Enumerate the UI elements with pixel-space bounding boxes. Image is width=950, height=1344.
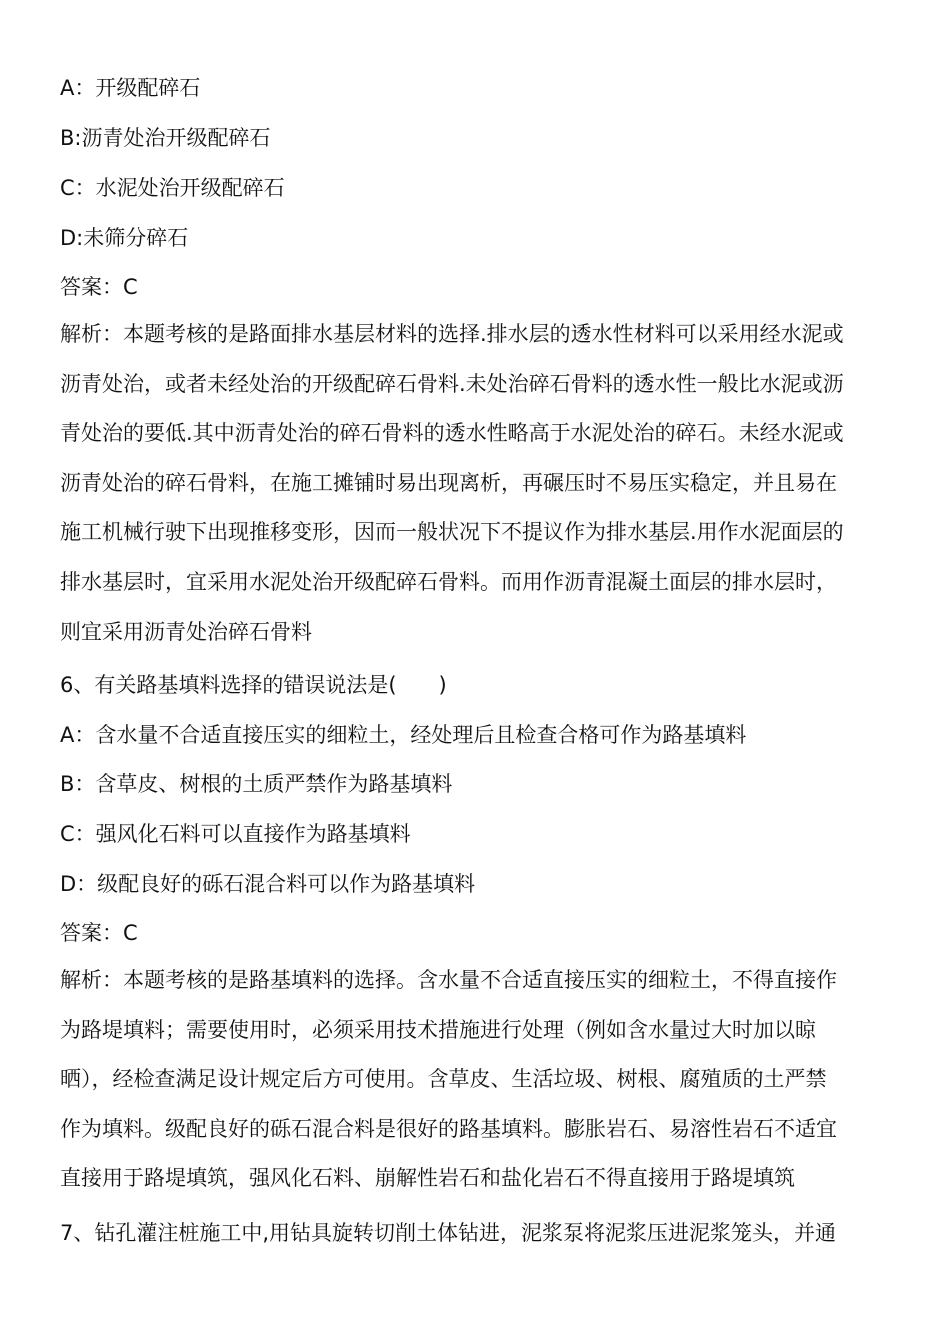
- q5-analysis-line: 青处治的要低.其中沥青处治的碎石骨料的透水性略高于水泥处治的碎石。未经水泥或: [60, 421, 844, 446]
- q5-analysis-line: 则宜采用沥青处治碎石骨料: [60, 619, 312, 644]
- q6-analysis: [60, 956, 894, 1204]
- q6-option-a: A：含水量不合适直接压实的细粒土，经处理后且检查合格可作为路基填料: [60, 723, 747, 747]
- q6-analysis-line: 直接用于路堤填筑，强风化石料、崩解性岩石和盐化岩石不得直接用于路堤填筑: [60, 1166, 795, 1191]
- q5-analysis-line: 解析：本题考核的是路面排水基层材料的选择.排水层的透水性材料可以采用经水泥或: [60, 322, 844, 346]
- q6-analysis-line: 解析：本题考核的是路基填料的选择。含水量不合适直接压实的细粒土，不得直接作: [60, 968, 837, 992]
- q5-analysis-line: 沥青处治，或者未经处治的开级配碎石骨料.未处治碎石骨料的透水性一般比水泥或沥: [60, 371, 844, 396]
- q5-option-d: D:未筛分碎石: [60, 226, 189, 250]
- q6-analysis-line: 为路堤填料；需要使用时，必须采用技术措施进行处理（例如含水量过大时加以晾: [60, 1017, 816, 1042]
- q6-analysis-line: 晒），经检查满足设计规定后方可使用。含草皮、生活垃圾、树根、腐殖质的土严禁: [60, 1067, 827, 1092]
- q6-analysis-line: 作为填料。级配良好的砾石混合料是很好的路基填料。膨胀岩石、易溶性岩石不适宜: [60, 1116, 837, 1141]
- q5-option-a: A：开级配碎石: [60, 76, 201, 100]
- q6-option-d: D：级配良好的砾石混合料可以作为路基填料: [60, 872, 476, 896]
- q6-question: 6、有关路基填料选择的错误说法是( ): [60, 673, 447, 697]
- q5-analysis: [60, 310, 894, 657]
- q6-option-c: C：强风化石料可以直接作为路基填料: [60, 822, 411, 846]
- q5-option-b: B:沥青处治开级配碎石: [60, 126, 271, 150]
- q6-answer: 答案：C: [60, 921, 138, 945]
- q5-answer: 答案：C: [60, 275, 138, 299]
- q5-analysis-line: 排水基层时，宜采用水泥处治开级配碎石骨料。而用作沥青混凝土面层的排水层时，: [60, 569, 837, 594]
- q5-option-c: C：水泥处治开级配碎石: [60, 176, 285, 200]
- q6-option-b: B：含草皮、树根的土质严禁作为路基填料: [60, 772, 453, 796]
- q5-analysis-line: 沥青处治的碎石骨料，在施工摊铺时易出现离析，再碾压时不易压实稳定，并且易在: [60, 470, 837, 495]
- q5-analysis-line: 施工机械行驶下出现推移变形，因而一般状况下不提议作为排水基层.用作水泥面层的: [60, 520, 844, 545]
- q7-question: 7、钻孔灌注桩施工中,用钻具旋转切削土体钻进，泥浆泵将泥浆压进泥浆笼头，并通: [60, 1221, 837, 1245]
